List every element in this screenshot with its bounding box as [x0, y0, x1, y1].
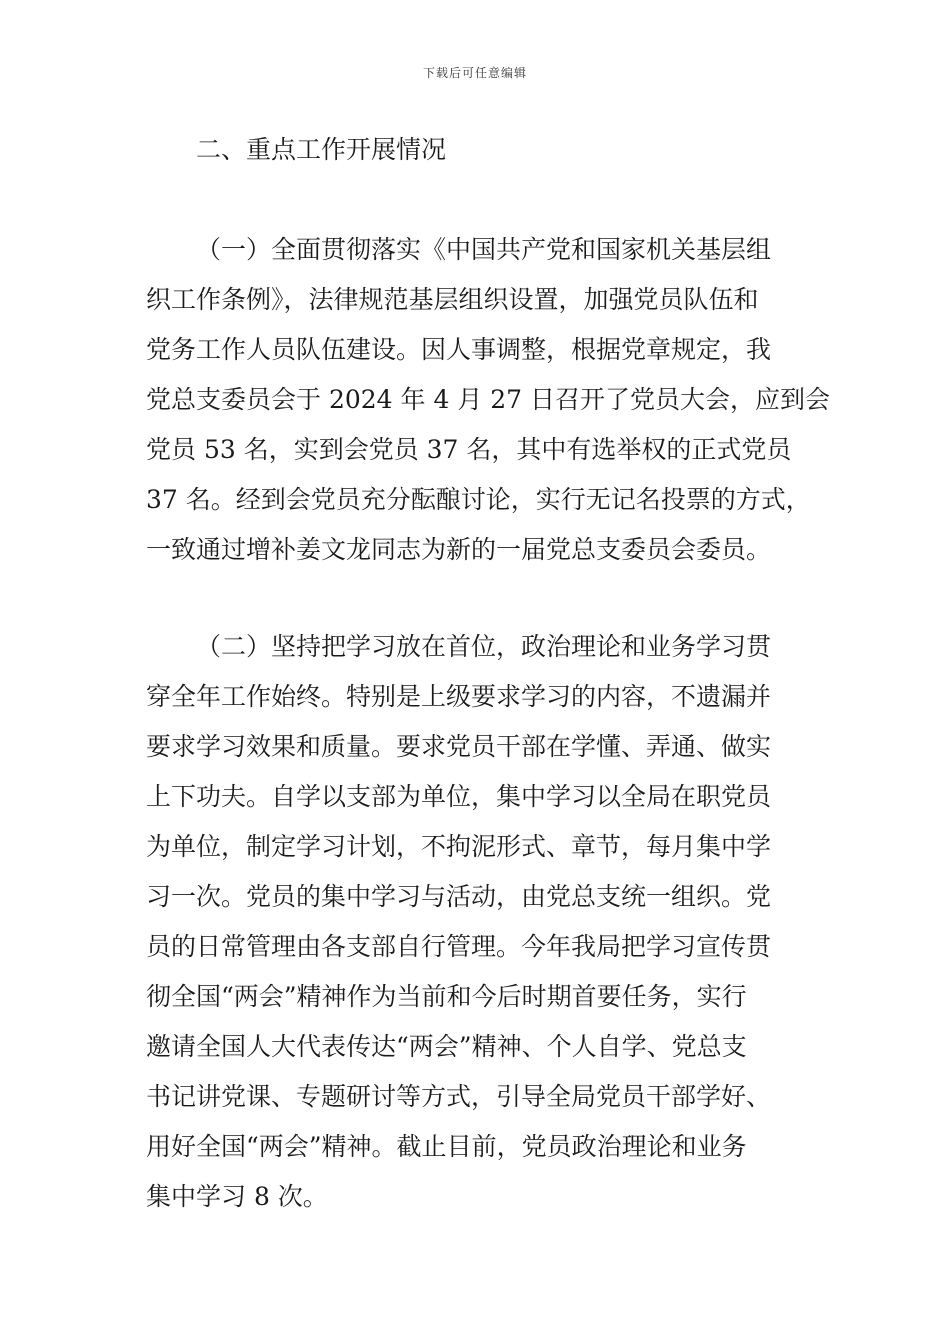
paragraph-line: 一致通过增补姜文龙同志为新的一届党总支委员会委员。 [146, 535, 772, 564]
paragraph-line: 党务工作人员队伍建设。因人事调整，根据党章规定，我 [146, 335, 772, 364]
paragraph-line: 为单位，制定学习计划，不拘泥形式、章节，每月集中学 [146, 832, 772, 861]
paragraph-line: （二）坚持把学习放在首位，政治理论和业务学习贯 [196, 632, 772, 661]
paragraph-line: 上下功夫。自学以支部为单位，集中学习以全局在职党员 [146, 782, 772, 811]
paragraph-line: 集中学习 8 次。 [146, 1182, 328, 1211]
paragraph-line: 彻全国“两会”精神作为当前和今后时期首要任务，实行 [146, 982, 747, 1011]
paragraph-line: 党总支委员会于 2024 年 4 月 27 日召开了党员大会，应到会 [146, 385, 831, 414]
section-heading: 二、重点工作开展情况 [196, 135, 447, 164]
paragraph-line: 党员 53 名，实到会党员 37 名，其中有选举权的正式党员 [146, 435, 792, 464]
paragraph-line: 用好全国“两会”精神。截止目前，党员政治理论和业务 [146, 1132, 747, 1161]
paragraph-line: 书记讲党课、专题研讨等方式，引导全局党员干部学好、 [146, 1082, 772, 1111]
paragraph-2 [146, 622, 836, 1222]
paragraph-line: 要求学习效果和质量。要求党员干部在学懂、弄通、做实 [146, 732, 772, 761]
paragraph-line: 员的日常管理由各支部自行管理。今年我局把学习宣传贯 [146, 932, 772, 961]
paragraph-line: （一）全面贯彻落实《中国共产党和国家机关基层组 [196, 235, 772, 264]
paragraph-line: 37 名。经到会党员充分酝酿讨论，实行无记名投票的方式， [146, 485, 811, 514]
paragraph-1 [146, 225, 836, 575]
download-note: 下载后可任意编辑 [422, 66, 527, 80]
paragraph-line: 邀请全国人大代表传达“两会”精神、个人自学、党总支 [146, 1032, 747, 1061]
paragraph-line: 织工作条例》，法律规范基层组织设置，加强党员队伍和 [146, 285, 759, 314]
paragraph-line: 穿全年工作始终。特别是上级要求学习的内容，不遗漏并 [146, 682, 772, 711]
paragraph-line: 习一次。党员的集中学习与活动，由党总支统一组织。党 [146, 882, 772, 911]
